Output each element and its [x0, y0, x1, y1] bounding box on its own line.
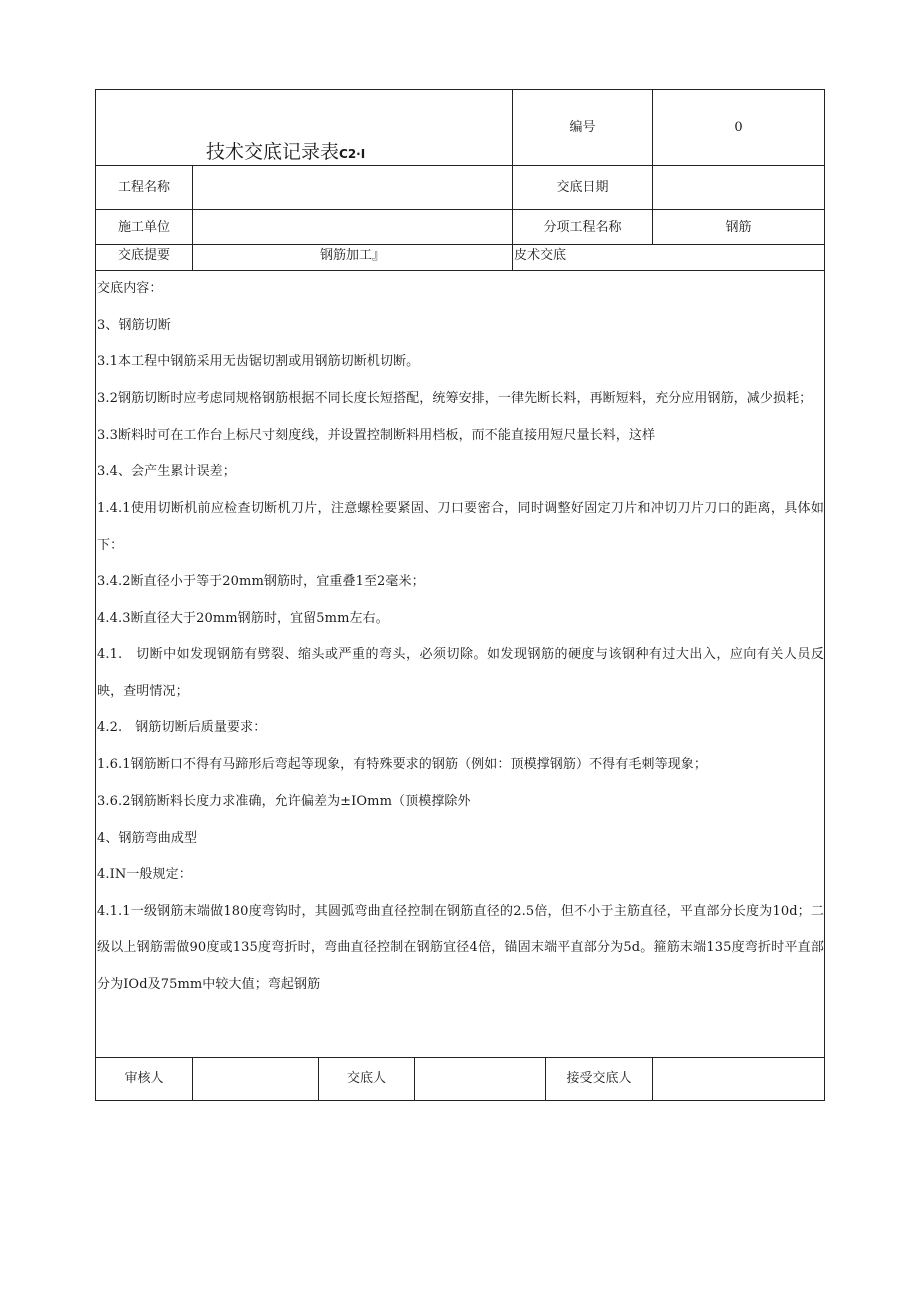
content-paragraph: 4.IN一般规定：: [97, 867, 192, 883]
disclosure-content: [96, 271, 826, 1003]
project-name-label: 工程名称: [117, 180, 170, 195]
content-heading: 交底内容：: [97, 281, 163, 296]
col-divider: [414, 1057, 415, 1101]
disclosure-record-table: [95, 89, 825, 1101]
subitem-label: 分项工程名称: [543, 220, 622, 235]
content-paragraph: 4.4.3断直径大于20mm钢筋时，宜留5mm左右。: [97, 610, 389, 626]
content-paragraph: 3.6.2钢筋断料长度力求准确，允许偏差为±IOmm（顶模撑除外: [97, 793, 471, 809]
content-paragraph: 4.2. 钢筋切断后质量要求：: [97, 720, 267, 736]
summary-value-left: 钢筋加工』: [319, 248, 385, 263]
contractor-label: 施工单位: [117, 220, 170, 235]
row-divider: [96, 244, 824, 245]
content-paragraph: 4、钢筋弯曲成型: [97, 830, 198, 846]
summary-label: 交底提要: [117, 248, 170, 263]
content-paragraph: 3.4、会产生累计误差；: [97, 464, 236, 480]
col-divider: [652, 1057, 653, 1101]
row-divider: [96, 1057, 824, 1058]
discloser-label: 交底人: [346, 1071, 386, 1086]
content-paragraph: 4.1.1一级钢筋末端做180度弯钩时，其圆弧弯曲直径控制在钢筋直径的2.5倍，但不小于主筋直径，平直部分长度为10d；二级以上钢筋需做90度或135度弯折时，弯曲直径控制在钢筋宜径4倍，锚固末端平直部分为5d。箍筋末端135度弯折时平直部分为IOd及75mm中较大值；弯起钢筋: [97, 903, 824, 992]
receiver-label: 接受交底人: [566, 1071, 632, 1086]
content-paragraph: 4.1. 切断中如发现钢筋有劈裂、缩头或严重的弯头，必须切除。如发现钢筋的硬度与该钢种有过大出入，应向有关人员反映，查明情况；: [97, 647, 824, 699]
content-paragraph: 3.3断料时可在工作台上标尺寸刻度线，并设置控制断料用档板，而不能直接用短尺量长料，这样: [97, 427, 656, 443]
form-code: C2·I: [339, 147, 366, 161]
content-paragraph: 3.1本工程中钢筋采用无齿锯切割或用钢筋切断机切断。: [97, 354, 420, 370]
content-paragraph: 1.4.1使用切断机前应检查切断机刀片，注意螺栓要紧固、刀口要密合，同时调整好固定刀片和冲切刀片刀口的距离，具体如下：: [97, 501, 824, 553]
col-divider: [192, 1057, 193, 1101]
subitem-value: 钢筋: [725, 220, 752, 235]
row-divider: [96, 209, 824, 210]
reviewer-label: 审核人: [124, 1071, 164, 1086]
content-paragraph: 3.2钢筋切断时应考虑同规格钢筋根据不同长度长短搭配，统筹安排，一律先断长料，再断短料，充分应用钢筋，减少损耗；: [97, 391, 813, 407]
date-label: 交底日期: [556, 180, 609, 195]
summary-value-right: 皮术交底: [514, 248, 567, 263]
content-paragraph: 1.6.1钢筋断口不得有马蹄形后弯起等现象，有特殊要求的钢筋（例如：顶模撑钢筋）不得有毛刺等现象；: [97, 757, 707, 773]
form-title-text: 技术交底记录表: [206, 141, 340, 163]
number-label: 编号: [569, 120, 596, 135]
form-title: [206, 140, 365, 166]
content-paragraph: 3.4.2断直径小于等于20mm钢筋时，宜重叠1至2毫米；: [97, 574, 425, 590]
content-paragraph: 3、钢筋切断: [97, 317, 171, 333]
number-value: 0: [734, 120, 743, 135]
